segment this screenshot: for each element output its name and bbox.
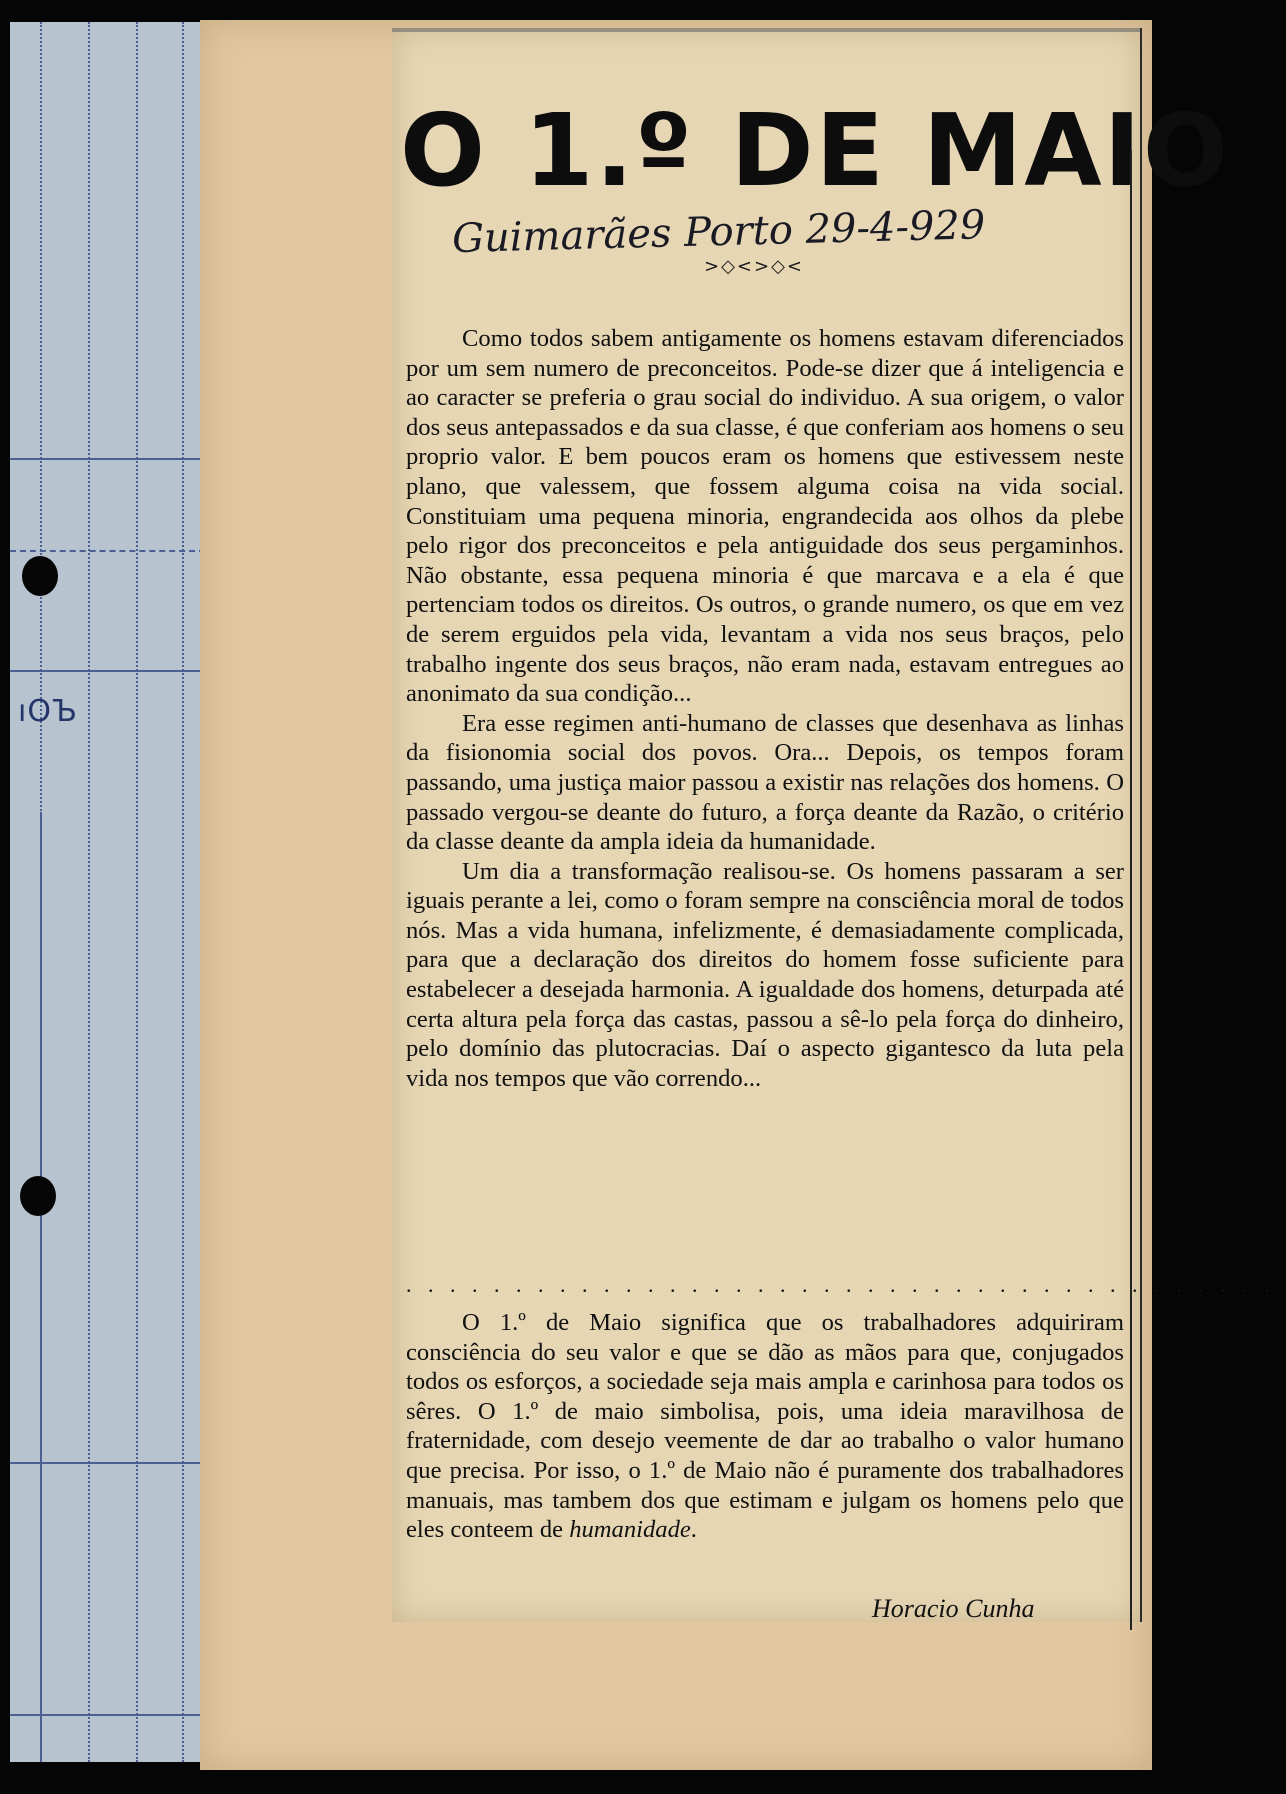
binder-strip: [10, 22, 216, 1762]
binder-rule: [40, 812, 42, 1762]
article-body: [406, 324, 1124, 1093]
handwritten-note: Guimarães Porto 29-4-929: [451, 202, 986, 263]
binder-rule: [10, 1462, 215, 1464]
closing-section: [406, 1308, 1124, 1545]
binder-rule: [10, 550, 215, 552]
binder-rule: [10, 458, 215, 460]
emphasis-word: humanidade: [569, 1516, 691, 1544]
paragraph: Era esse regimen anti-humano de classes que desenhava as linhas da fisionomia social dos povos. Ora... Depois, os tempos foram passando, uma justiça maior passou a existir nas relações dos homens. O passado vergou-se deante do futuro, a força deante da Razão, o critério da classe deante da ampla ideia da humanidade.: [406, 709, 1124, 856]
binder-rule: [182, 22, 184, 1762]
paragraph: Como todos sabem antigamente os homens estavam diferenciados por um sem numero de preconceitos. Pode-se dizer que á inteligencia e ao caracter se preferia o grau social do individuo. A sua origem, o valor dos seus antepassados e da sua classe, é que conferiam aos homens o seu proprio valor. E bem poucos eram os homens que estivessem neste plano, que valessem, que fossem alguma coisa na vida social. Constituiam uma pequena minoria, engrandecida aos olhos da plebe pelo rigor dos preconceitos e pela antiguidade dos seus pergaminhos. Não obstante, essa pequena minoria é que marcava e a ela é que pertenciam todos os direitos. Os outros, o grande numero, os que em vez de serem erguidos pela vida, levantam a vida nos seus braços, pelo trabalho ingente dos seus braços, não eram nada, estavam entregues ao anonimato da sua condição...: [406, 325, 1124, 708]
binder-rule: [136, 22, 138, 1762]
binder-rule: [10, 1714, 215, 1716]
binder-rule: [88, 22, 90, 1762]
closing-text: O 1.º de Maio significa que os trabalhadores adquiriram consciência do seu valor e que se dão as mãos para que, conjugados todos os esforços, a sociedade seja mais ampla e carinhosa para todos os sêres. O 1.º de maio simbolisa, pois, uma ideia maravilhosa de fraternidade, com desejo veemente de dar ao trabalho o valor humano que precisa. Por isso, o 1.º de Maio não é puramente dos trabalhadores manuais, mas tambem dos que estimam e julgam os homens pelo que eles conteem de: [406, 1309, 1124, 1544]
binder-rule: [10, 670, 215, 672]
newspaper-clipping: [392, 28, 1286, 1623]
punch-hole: [20, 1176, 56, 1216]
punch-hole: [22, 556, 58, 596]
dotted-separator: ........................................: [406, 1272, 1286, 1297]
paragraph: Um dia a transformação realisou-se. Os homens passaram a ser iguais perante a lei, como o foram sempre na consciência moral de todos nós. Mas a vida humana, infelizmente, é demasiadamente complicada, para que a declaração dos direitos do homem fosse suficiente para estabelecer a desejada harmonia. A igualdade dos homens, deturpada até certa altura pela força das castas, passou a sê-lo pela força do dinheiro, pelo domínio das plutocracias. Daí o aspecto gigantesco da luta pela vida nos tempos que vão correndo...: [406, 857, 1124, 1092]
closing-paragraph: [406, 1308, 1124, 1545]
closing-punctuation: .: [690, 1516, 697, 1544]
ornament-divider: >◇<>◇<: [703, 256, 804, 277]
headline: O 1.º DE MAIO: [400, 92, 1230, 209]
clipping-edge: [1130, 150, 1132, 1630]
binder-label: ıОЪ: [18, 694, 78, 729]
author-signature: Horacio Cunha: [872, 1594, 1035, 1623]
